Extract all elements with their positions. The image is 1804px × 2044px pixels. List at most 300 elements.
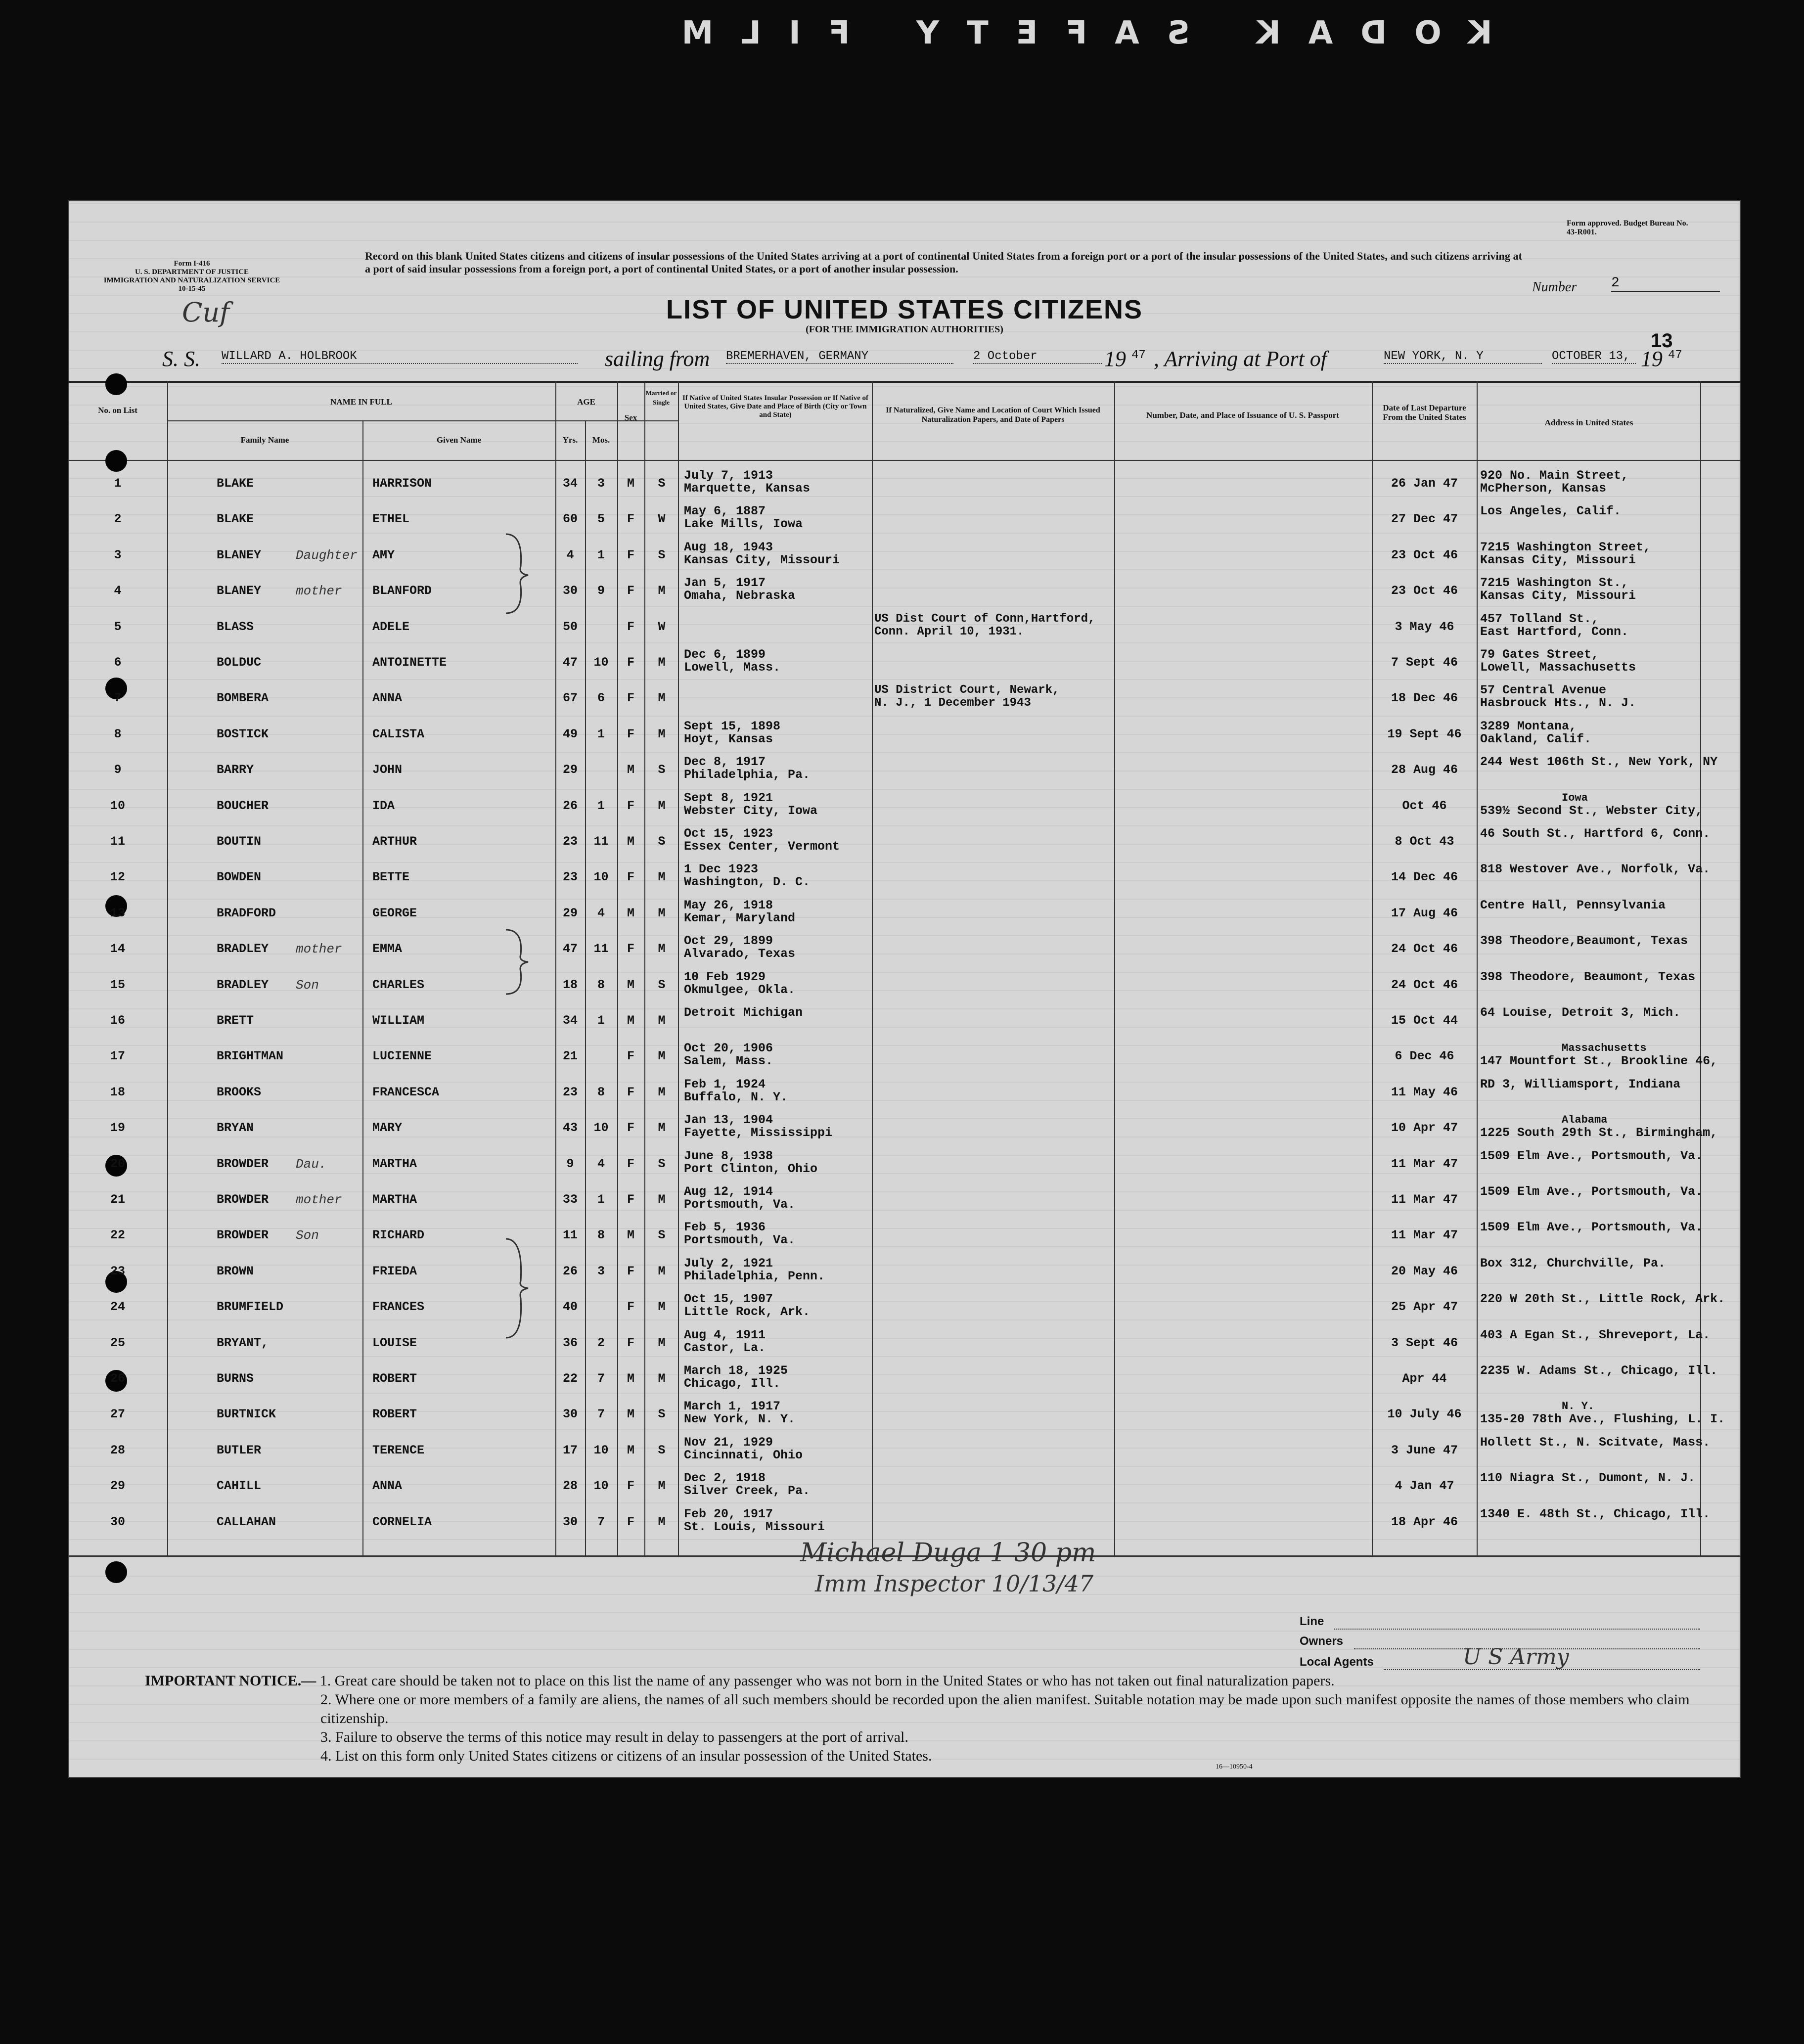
header-birth: If Native of United States Insular Possession or If Native of United States, Give Date and Place of Birth (City or Town and State)	[682, 394, 869, 419]
birth-date: Dec 8, 1917	[684, 755, 766, 770]
family-name: BROWDER	[217, 1156, 269, 1171]
given-name: WILLIAM	[372, 1013, 425, 1028]
given-name: FRANCES	[372, 1300, 425, 1315]
row-number: 14	[110, 942, 125, 956]
birth-date: Oct 20, 1906	[684, 1041, 773, 1056]
birth-date: Oct 29, 1899	[684, 934, 773, 949]
sex: M	[627, 906, 634, 920]
last-departure-date: 23 Oct 46	[1391, 584, 1458, 598]
address-line-1: 244 West 106th St., New York, NY	[1480, 755, 1718, 770]
row-number: 19	[110, 1121, 125, 1136]
birth-date: Detroit Michigan	[684, 1005, 803, 1020]
given-name: ETHEL	[372, 512, 410, 527]
form-identifier	[103, 260, 281, 293]
given-name: CALISTA	[372, 727, 425, 741]
age-years: 26	[562, 798, 578, 813]
last-departure-date: 8 Oct 43	[1395, 834, 1454, 849]
naturalization-date: N. J., 1 December 1943	[874, 696, 1031, 710]
age-years: 47	[562, 655, 578, 670]
marital-status: S	[658, 547, 666, 562]
family-name: BOUCHER	[217, 798, 269, 813]
age-years: 11	[562, 1228, 578, 1243]
passenger-row	[68, 1503, 1741, 1541]
family-name: BOSTICK	[217, 727, 269, 741]
given-name: ROBERT	[372, 1371, 417, 1386]
sex: F	[627, 547, 634, 562]
address-line-2: 539½ Second St., Webster City,	[1480, 803, 1703, 818]
given-name: FRANCESCA	[372, 1085, 440, 1099]
age-months: 4	[597, 1156, 605, 1171]
birth-place: Lake Mills, Iowa	[684, 517, 803, 532]
address-line-1: 403 A Egan St., Shreveport, La.	[1480, 1327, 1711, 1342]
age-years: 34	[562, 1013, 578, 1028]
last-departure-date: 10 July 46	[1387, 1407, 1462, 1422]
passenger-row	[68, 1038, 1741, 1075]
passenger-row	[68, 751, 1741, 788]
birth-place: Fayette, Mississippi	[684, 1126, 833, 1140]
birth-date: May 6, 1887	[684, 504, 766, 519]
given-name: MARY	[372, 1121, 403, 1136]
form-number: Form I-416	[174, 260, 210, 268]
marital-status: S	[658, 1407, 666, 1422]
row-number: 12	[110, 870, 125, 885]
ship-name: WILLARD A. HOLBROOK	[222, 350, 578, 364]
birth-place: Omaha, Nebraska	[684, 589, 796, 603]
age-months: 1	[597, 798, 605, 813]
address-line-1: 920 No. Main Street,	[1480, 468, 1629, 483]
address-line-1: 398 Theodore,Beaumont, Texas	[1480, 934, 1688, 949]
passenger-row	[68, 1181, 1741, 1218]
family-name: CALLAHAN	[217, 1514, 276, 1529]
header-name-in-full: NAME IN FULL	[330, 397, 392, 407]
age-years: 67	[562, 691, 578, 706]
local-agents-value: U S Army	[1463, 1644, 1569, 1670]
header-bottom-rule	[68, 460, 1741, 461]
sex: F	[627, 1335, 634, 1350]
address-line-1: Box 312, Churchville, Pa.	[1480, 1256, 1666, 1271]
address-line-2: Oakland, Calif.	[1480, 731, 1592, 746]
age-years: 50	[562, 619, 578, 634]
address-line-2: Kansas City, Missouri	[1480, 552, 1636, 567]
last-departure-date: 10 Apr 47	[1391, 1121, 1458, 1136]
sailing-from-label: sailing from	[605, 347, 710, 371]
passenger-row	[68, 930, 1741, 967]
address-line-2: Hasbrouck Hts., N. J.	[1480, 696, 1636, 711]
address-line-1: 64 Louise, Detroit 3, Mich.	[1480, 1005, 1681, 1020]
given-name: LUCIENNE	[372, 1049, 432, 1064]
sex: F	[627, 942, 634, 956]
service-name: IMMIGRATION AND NATURALIZATION SERVICE	[103, 276, 280, 284]
address-line-1: 3289 Montana,	[1480, 719, 1577, 733]
header-married-single: Married or Single	[645, 389, 677, 406]
age-years: 22	[562, 1371, 578, 1386]
document-title: LIST OF UNITED STATES CITIZENS	[666, 295, 1143, 324]
row-number: 22	[110, 1228, 125, 1243]
header-naturalized: If Naturalized, Give Name and Location of Court Which Issued Naturalization Papers, and Date of Papers	[886, 406, 1100, 424]
given-name: HARRISON	[372, 476, 432, 491]
owners-label: Owners	[1300, 1635, 1344, 1648]
marital-status: M	[658, 870, 666, 885]
sex: M	[627, 1371, 634, 1386]
line-label: Line	[1300, 1615, 1324, 1628]
address-line-2: 147 Mountfort St., Brookline 46,	[1480, 1054, 1718, 1069]
passenger-row	[68, 1432, 1741, 1469]
birth-date: June 8, 1938	[684, 1148, 773, 1163]
age-years: 9	[566, 1156, 574, 1171]
row-number: 2	[114, 512, 122, 527]
family-name: BRADFORD	[217, 906, 276, 920]
given-name: TERENCE	[372, 1443, 425, 1457]
marital-status: S	[658, 1228, 666, 1243]
relationship-note: Son	[296, 1228, 319, 1243]
birth-place: Portsmouth, Va.	[684, 1233, 796, 1248]
age-years: 28	[562, 1479, 578, 1494]
sex: F	[627, 1514, 634, 1529]
address-line-1: N. Y.	[1562, 1400, 1595, 1413]
last-departure-date: 23 Oct 46	[1391, 547, 1458, 562]
age-years: 23	[562, 834, 578, 849]
sex: M	[627, 834, 634, 849]
age-years: 17	[562, 1443, 578, 1457]
header-passport: Number, Date, and Place of Issuance of U. S. Passport	[1146, 410, 1339, 420]
address-line-1: 1340 E. 48th St., Chicago, Ill.	[1480, 1506, 1711, 1521]
passenger-row	[68, 1396, 1741, 1433]
marital-status: M	[658, 584, 666, 598]
row-number: 1	[114, 476, 122, 491]
age-months: 1	[597, 1192, 605, 1207]
notice-item-1: 1. Great care should be taken not to place on this list the name of any passenger who was not born in the United States or who has not taken out final naturalization papers.	[319, 1673, 1335, 1689]
inspector-signature: Michael Duga 1 30 pm	[800, 1538, 1096, 1568]
age-years: 36	[562, 1335, 578, 1350]
last-departure-date: 11 Mar 47	[1391, 1192, 1458, 1207]
birth-place: Kemar, Maryland	[684, 910, 796, 925]
address-line-1: Centre Hall, Pennsylvania	[1480, 898, 1666, 912]
marital-status: M	[658, 1264, 666, 1278]
last-departure-date: 24 Oct 46	[1391, 977, 1458, 992]
address-line-2: East Hartford, Conn.	[1480, 624, 1629, 639]
sex: F	[627, 691, 634, 706]
row-number: 4	[114, 584, 122, 598]
row-number: 25	[110, 1335, 125, 1350]
passenger-row	[68, 1324, 1741, 1362]
birth-date: Feb 1, 1924	[684, 1077, 766, 1091]
passenger-row	[68, 500, 1741, 538]
relationship-note: Daughter	[296, 547, 358, 563]
birth-date: 10 Feb 1929	[684, 969, 766, 984]
age-months: 2	[597, 1335, 605, 1350]
address-line-1: 79 Gates Street,	[1480, 647, 1599, 662]
birth-date: Dec 6, 1899	[684, 647, 766, 662]
age-months: 8	[597, 1085, 605, 1099]
marital-status: S	[658, 834, 666, 849]
given-name: GEORGE	[372, 906, 417, 920]
last-departure-date: 4 Jan 47	[1395, 1479, 1454, 1494]
family-name: BOLDUC	[217, 655, 262, 670]
arrival-port: NEW YORK, N. Y	[1384, 350, 1542, 364]
last-departure-date: 3 May 46	[1395, 619, 1454, 634]
birth-date: July 2, 1921	[684, 1256, 773, 1271]
row-number: 6	[114, 655, 122, 670]
family-name: BROWDER	[217, 1228, 269, 1243]
last-departure-date: 28 Aug 46	[1391, 763, 1458, 777]
given-name: BETTE	[372, 870, 410, 885]
family-name: BURNS	[217, 1371, 254, 1386]
row-number: 21	[110, 1192, 125, 1207]
birth-place: Alvarado, Texas	[684, 947, 796, 961]
line-field	[1334, 1629, 1700, 1630]
marital-status: M	[658, 1335, 666, 1350]
clerk-handwritten-mark: Cuf	[182, 297, 230, 328]
address-line-1: 57 Central Avenue	[1480, 683, 1607, 698]
birth-date: March 1, 1917	[684, 1399, 781, 1414]
departure-year: 47	[1131, 349, 1146, 362]
birth-date: Feb 20, 1917	[684, 1506, 773, 1521]
address-line-1: 1509 Elm Ave., Portsmouth, Va.	[1480, 1148, 1703, 1163]
marital-status: M	[658, 1013, 666, 1028]
passenger-row	[68, 680, 1741, 717]
birth-place: Chicago, Ill.	[684, 1376, 781, 1391]
address-line-1: 46 South St., Hartford 6, Conn.	[1480, 826, 1711, 841]
age-years: 29	[562, 763, 578, 777]
ss-label: S. S.	[162, 347, 200, 371]
family-name: BRYAN	[217, 1121, 254, 1136]
given-name: RICHARD	[372, 1228, 425, 1243]
age-months: 5	[597, 512, 605, 527]
family-name: BLANEY	[217, 547, 262, 562]
address-line-1: 110 Niagra St., Dumont, N. J.	[1480, 1471, 1696, 1486]
address-line-1: 7215 Washington St.,	[1480, 576, 1629, 590]
passenger-row	[68, 1074, 1741, 1111]
family-bracket	[503, 927, 533, 997]
birth-date: May 26, 1918	[684, 898, 773, 912]
notice-item-3: 3. Failure to observe the terms of this notice may result in delay to passengers at the port of arrival.	[320, 1729, 908, 1745]
row-number: 28	[110, 1443, 125, 1457]
birth-place: Portsmouth, Va.	[684, 1197, 796, 1212]
passenger-row	[68, 895, 1741, 932]
row-number: 27	[110, 1407, 125, 1422]
age-months: 6	[597, 691, 605, 706]
age-years: 43	[562, 1121, 578, 1136]
birth-date: Feb 5, 1936	[684, 1220, 766, 1235]
address-line-1: Massachusetts	[1562, 1042, 1647, 1055]
address-line-1: 818 Westover Ave., Norfolk, Va.	[1480, 862, 1711, 877]
marital-status: M	[658, 942, 666, 956]
row-number: 10	[110, 798, 125, 813]
age-years: 30	[562, 1407, 578, 1422]
notice-item-4: 4. List on this form only United States citizens or citizens of an insular possession of the United States.	[320, 1748, 932, 1764]
sex: F	[627, 584, 634, 598]
header-given-name: Given Name	[436, 435, 482, 445]
passenger-row	[68, 859, 1741, 896]
passenger-row	[68, 1217, 1741, 1254]
age-months: 3	[597, 1264, 605, 1278]
given-name: EMMA	[372, 942, 403, 956]
marital-status: M	[658, 691, 666, 706]
row-number: 15	[110, 977, 125, 992]
sex: M	[627, 977, 634, 992]
marital-status: M	[658, 1049, 666, 1064]
age-months: 7	[597, 1514, 605, 1529]
last-departure-date: Apr 44	[1402, 1371, 1447, 1386]
birth-date: Sept 15, 1898	[684, 719, 781, 733]
header-family-name: Family Name	[240, 435, 289, 445]
address-line-1: 1509 Elm Ave., Portsmouth, Va.	[1480, 1184, 1703, 1199]
address-line-2: McPherson, Kansas	[1480, 481, 1607, 496]
family-name: BOWDEN	[217, 870, 262, 885]
address-line-1: Los Angeles, Calif.	[1480, 504, 1622, 519]
given-name: FRIEDA	[372, 1264, 417, 1278]
given-name: BLANFORD	[372, 584, 432, 598]
row-number: 18	[110, 1085, 125, 1099]
sex: F	[627, 1479, 634, 1494]
given-name: IDA	[372, 798, 395, 813]
address-line-2: 135-20 78th Ave., Flushing, L. I.	[1480, 1412, 1725, 1427]
birth-place: Washington, D. C.	[684, 875, 811, 890]
birth-place: Okmulgee, Okla.	[684, 982, 796, 997]
marital-status: M	[658, 906, 666, 920]
relationship-note: Son	[296, 977, 319, 993]
passenger-row	[68, 1288, 1741, 1325]
birth-date: Jan 5, 1917	[684, 576, 766, 590]
sex: M	[627, 1407, 634, 1422]
given-name: JOHN	[372, 763, 403, 777]
age-years: 33	[562, 1192, 578, 1207]
marital-status: W	[658, 512, 666, 527]
row-number: 9	[114, 763, 122, 777]
last-departure-date: 18 Dec 46	[1391, 691, 1458, 706]
family-name: BRETT	[217, 1013, 254, 1028]
age-months: 10	[593, 655, 609, 670]
marital-status: S	[658, 1156, 666, 1171]
row-number: 16	[110, 1013, 125, 1028]
birth-place: Essex Center, Vermont	[684, 839, 840, 854]
family-name: BLAKE	[217, 512, 254, 527]
birth-date: 1 Dec 1923	[684, 862, 759, 877]
manifest-sheet	[68, 200, 1741, 1778]
given-name: CHARLES	[372, 977, 425, 992]
given-name: MARTHA	[372, 1156, 417, 1171]
arrival-date: OCTOBER 13,	[1552, 350, 1636, 364]
sex: M	[627, 1443, 634, 1457]
family-name: BUTLER	[217, 1443, 262, 1457]
list-number-value: 2	[1611, 275, 1720, 292]
family-name: BRYANT,	[217, 1335, 269, 1350]
header-age: AGE	[577, 397, 595, 407]
address-line-1: 457 Tolland St.,	[1480, 611, 1599, 626]
family-name: BLAKE	[217, 476, 254, 491]
last-departure-date: Oct 46	[1402, 798, 1447, 813]
address-line-1: Alabama	[1562, 1114, 1608, 1127]
sex: F	[627, 655, 634, 670]
given-name: ANNA	[372, 691, 403, 706]
notice-heading: IMPORTANT NOTICE.—	[145, 1673, 316, 1689]
age-months: 1	[597, 547, 605, 562]
row-number: 17	[110, 1049, 125, 1064]
age-months: 4	[597, 906, 605, 920]
address-line-1: 1509 Elm Ave., Portsmouth, Va.	[1480, 1220, 1703, 1235]
row-number: 29	[110, 1479, 125, 1494]
header-no-on-list: No. on List	[98, 406, 137, 415]
last-departure-date: 14 Dec 46	[1391, 870, 1458, 885]
given-name: MARTHA	[372, 1192, 417, 1207]
address-line-1: Hollett St., N. Scitvate, Mass.	[1480, 1435, 1711, 1450]
birth-place: Philadelphia, Pa.	[684, 768, 811, 782]
birth-place: Castor, La.	[684, 1340, 766, 1355]
marital-status: M	[658, 1085, 666, 1099]
family-name: BOMBERA	[217, 691, 269, 706]
age-months: 8	[597, 977, 605, 992]
family-bracket	[503, 1236, 533, 1340]
row-number: 26	[110, 1371, 125, 1386]
row-number: 20	[110, 1156, 125, 1171]
sex: F	[627, 1300, 634, 1315]
family-name: BOUTIN	[217, 834, 262, 849]
last-departure-date: 3 June 47	[1391, 1443, 1458, 1457]
header-last-departure: Date of Last Departure From the United States	[1383, 403, 1466, 422]
form-date-code: 10-15-45	[178, 285, 206, 293]
address-line-1: 220 W 20th St., Little Rock, Ark.	[1480, 1292, 1725, 1307]
row-number: 3	[114, 547, 122, 562]
sex: F	[627, 1192, 634, 1207]
passenger-row	[68, 1253, 1741, 1290]
birth-place: Marquette, Kansas	[684, 481, 811, 496]
passenger-row	[68, 608, 1741, 645]
family-name: BLANEY	[217, 584, 262, 598]
sex: F	[627, 1049, 634, 1064]
age-years: 49	[562, 727, 578, 741]
birth-date: July 7, 1913	[684, 468, 773, 483]
notice-item-2: 2. Where one or more members of a family are aliens, the names of all such members should be recorded upon the alien manifest. Suitable notation may be made upon such manifest opposite the names of those members who claim citizenship.	[320, 1691, 1690, 1726]
marital-status: S	[658, 476, 666, 491]
last-departure-date: 11 May 46	[1391, 1085, 1458, 1099]
row-number: 5	[114, 619, 122, 634]
row-number: 24	[110, 1300, 125, 1315]
last-departure-date: 6 Dec 46	[1395, 1049, 1454, 1064]
family-name: BURTNICK	[217, 1407, 276, 1422]
naturalization-court: US District Court, Newark,	[874, 683, 1060, 697]
age-months: 10	[593, 870, 609, 885]
birth-place: Buffalo, N. Y.	[684, 1090, 788, 1104]
given-name: ANTOINETTE	[372, 655, 447, 670]
address-line-1: 398 Theodore, Beaumont, Texas	[1480, 969, 1696, 984]
budget-approval-note: Form approved. Budget Bureau No. 43-R001.	[1567, 219, 1688, 236]
last-departure-date: 17 Aug 46	[1391, 906, 1458, 920]
age-years: 26	[562, 1264, 578, 1278]
age-years: 23	[562, 1085, 578, 1099]
passenger-row	[68, 1109, 1741, 1146]
age-months: 10	[593, 1443, 609, 1457]
birth-place: Philadelphia, Penn.	[684, 1269, 825, 1283]
age-years: 21	[562, 1049, 578, 1064]
last-departure-date: 18 Apr 46	[1391, 1514, 1458, 1529]
list-number-label: Number	[1532, 279, 1577, 295]
header-address: Address in United States	[1544, 418, 1633, 427]
passenger-row	[68, 1002, 1741, 1039]
relationship-note: mother	[296, 942, 342, 957]
family-name: BRIGHTMAN	[217, 1049, 284, 1064]
year-prefix-arrival: 19	[1641, 347, 1663, 371]
age-years: 40	[562, 1300, 578, 1315]
sex: F	[627, 870, 634, 885]
address-line-1: Iowa	[1562, 791, 1588, 804]
age-years: 47	[562, 942, 578, 956]
marital-status: M	[658, 1514, 666, 1529]
departure-date: 2 October	[973, 350, 1102, 364]
marital-status: M	[658, 1371, 666, 1386]
address-line-1: 7215 Washington Street,	[1480, 540, 1651, 554]
sex: M	[627, 1228, 634, 1243]
marital-status: S	[658, 977, 666, 992]
